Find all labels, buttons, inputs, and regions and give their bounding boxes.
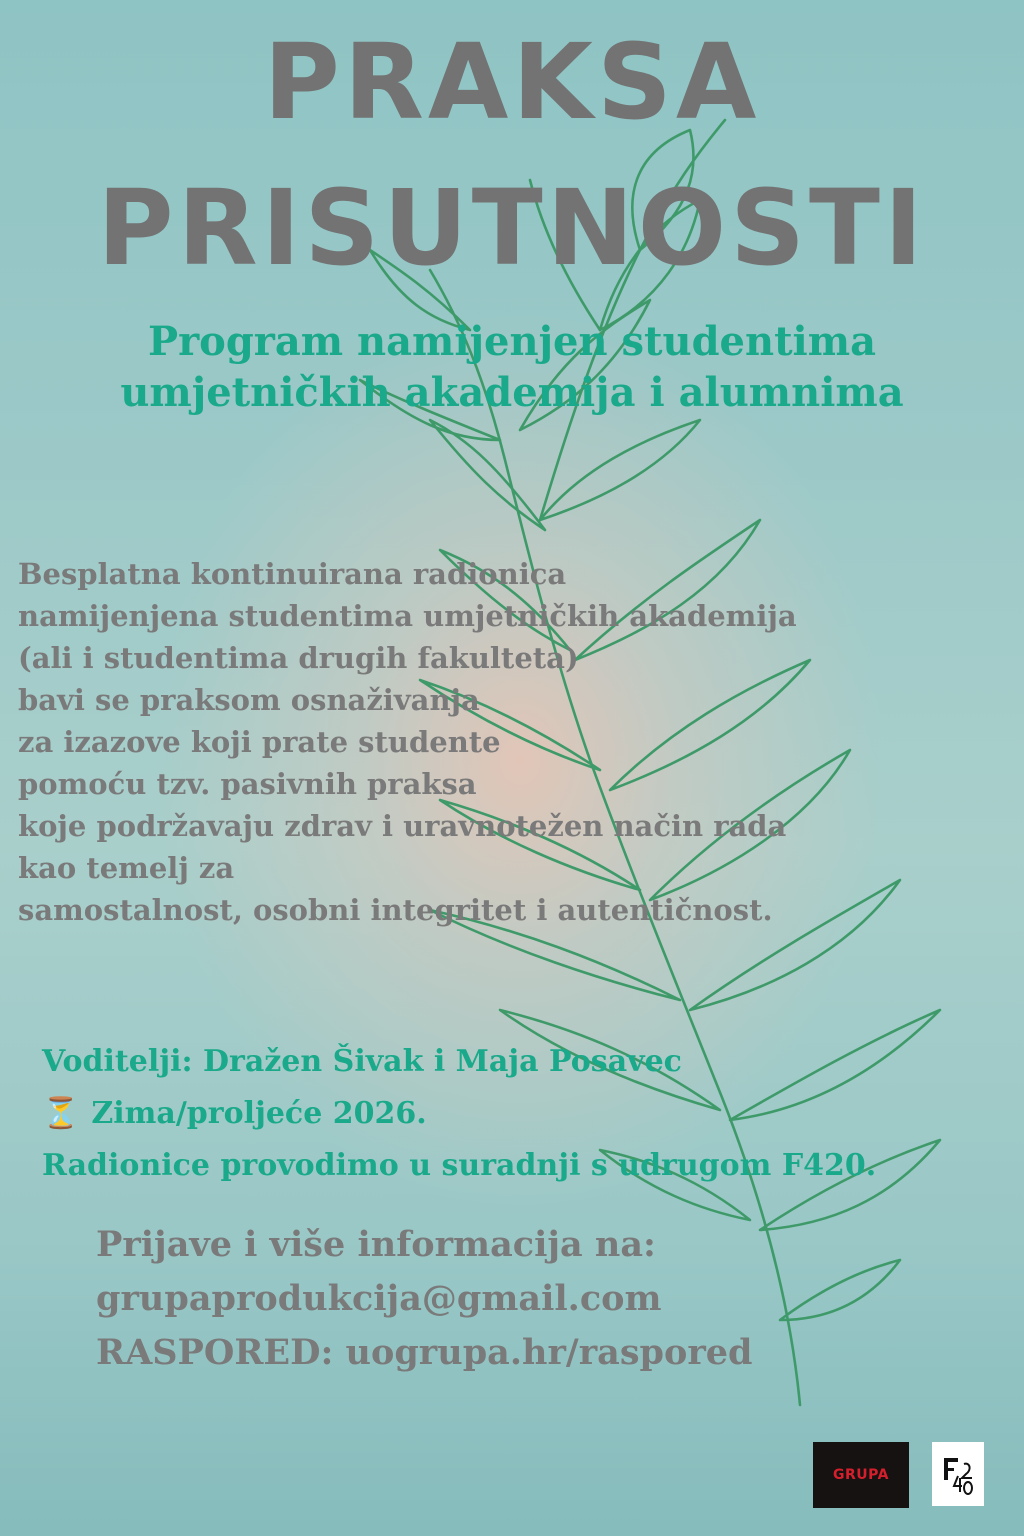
schedule-link[interactable]: RASPORED: uogrupa.hr/raspored bbox=[96, 1332, 753, 1373]
description-line: bavi se praksom osnaživanja bbox=[18, 683, 480, 717]
description-line: pomoću tzv. pasivnih praksa bbox=[18, 767, 477, 801]
contact-label: Prijave i više informacija na: bbox=[96, 1224, 656, 1265]
description-line: kao temelj za bbox=[18, 851, 235, 885]
description-line: namijenjena studentima umjetničkih akademija bbox=[18, 599, 797, 633]
contact-info bbox=[96, 1218, 753, 1380]
season-text: Zima/proljeće 2026. bbox=[91, 1096, 427, 1131]
f420-logo-icon bbox=[932, 1442, 984, 1506]
description bbox=[18, 553, 797, 931]
description-line: Besplatna kontinuirana radionica bbox=[18, 557, 567, 591]
subtitle bbox=[0, 316, 1024, 418]
partner-text: Radionice provodimo u suradnji s udrugom F420. bbox=[42, 1148, 877, 1183]
description-line: koje podržavaju zdrav i uravnotežen način rada bbox=[18, 809, 787, 843]
hourglass-icon: ⏳ bbox=[42, 1096, 80, 1131]
season-line bbox=[42, 1088, 876, 1140]
subtitle-line-1: Program namijenjen studentima bbox=[148, 318, 876, 365]
title-line-1: PRAKSA bbox=[263, 21, 761, 143]
leaders-text: Voditelji: Dražen Šivak i Maja Posavec bbox=[42, 1044, 682, 1079]
f420-logo-mark bbox=[932, 1442, 984, 1506]
grupa-logo-text: GRUPA bbox=[833, 1467, 889, 1483]
description-line: (ali i studentima drugih fakulteta) bbox=[18, 641, 579, 675]
contact-email[interactable]: grupaprodukcija@gmail.com bbox=[96, 1278, 662, 1319]
grupa-logo bbox=[813, 1442, 909, 1508]
description-line: za izazove koji prate studente bbox=[18, 725, 501, 759]
program-info bbox=[42, 1036, 876, 1192]
title-line-2: PRISUTNOSTI bbox=[97, 167, 927, 289]
description-line: samostalnost, osobni integritet i autentičnost. bbox=[18, 893, 773, 927]
subtitle-line-2: umjetničkih akademija i alumnima bbox=[120, 369, 904, 417]
